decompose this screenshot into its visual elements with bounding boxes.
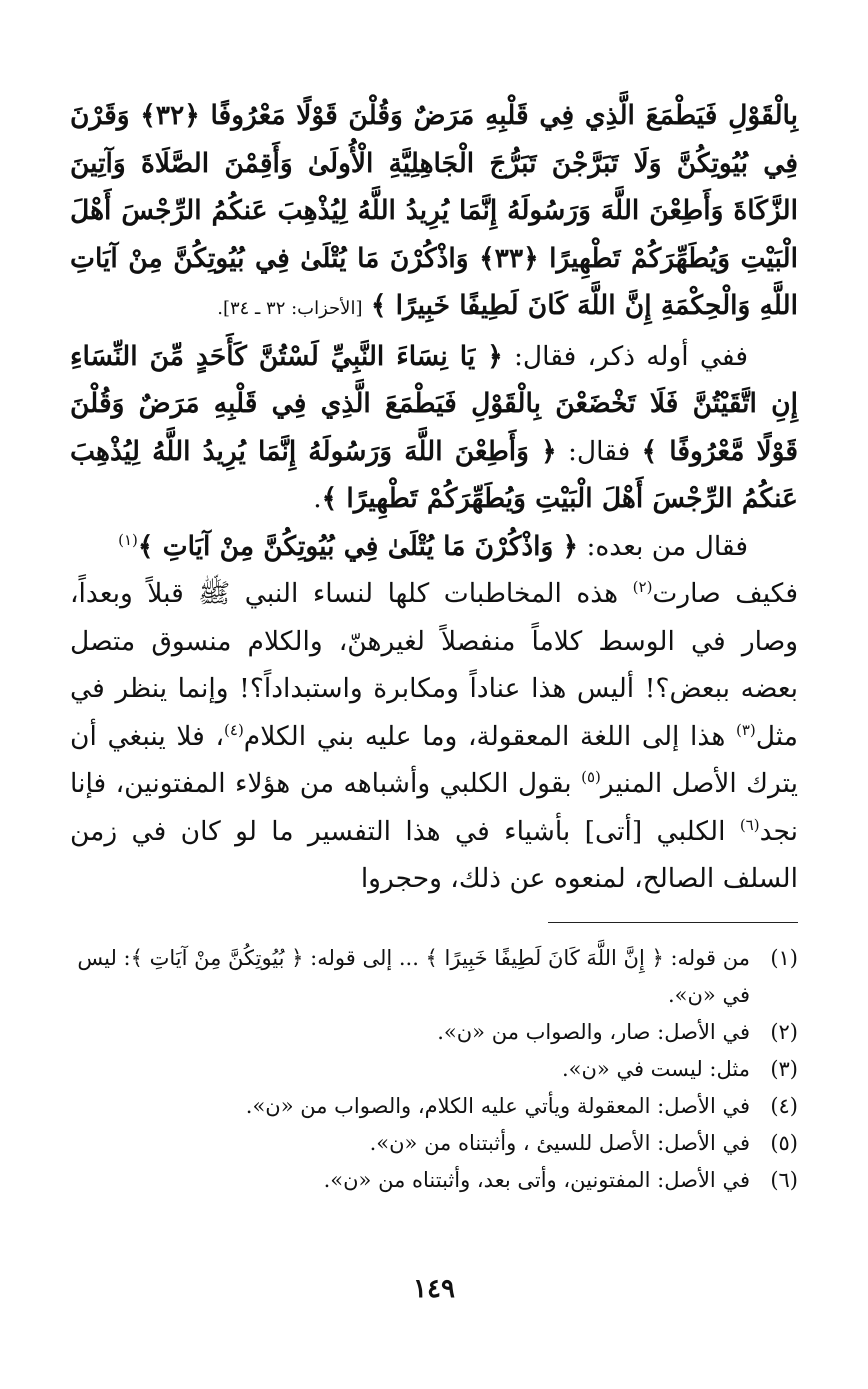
footnote-item — [70, 1162, 798, 1199]
quran-verses: بِالْقَوْلِ فَيَطْمَعَ الَّذِي فِي قَلْبِهِ مَرَضٌ وَقُلْنَ قَوْلًا مَعْرُوفًا ﴿٣٢﴾ وَقَرْنَ فِي بُيُوتِكُنَّ وَلَا تَبَرَّجْنَ تَبَرُّجَ الْجَاهِلِيَّةِ الْأُولَىٰ وَأَقِمْنَ الصَّلَاةَ وَآتِينَ الزَّكَاةَ وَأَطِعْنَ اللَّهَ وَرَسُولَهُ إِنَّمَا يُرِيدُ اللَّهُ لِيُذْهِبَ عَنكُمُ الرِّجْسَ أَهْلَ الْبَيْتِ وَيُطَهِّرَكُمْ تَطْهِيرًا ﴿٣٣﴾ وَاذْكُرْنَ مَا يُتْلَىٰ فِي بُيُوتِكُنَّ مِنْ آيَاتِ اللَّهِ وَالْحِكْمَةِ إِنَّ اللَّهَ كَانَ لَطِيفًا خَبِيرًا ﴾ — [70, 100, 798, 321]
footnote-number: (٣) — [770, 1057, 798, 1081]
footnote-number: (٦) — [770, 1168, 798, 1192]
para4-text-b: هذه المخاطبات كلها لنساء النبي ﷺ قبلاً وبعداً، وصار في الوسط كلاماً منفصلاً لغيرهنّ، والكلام منسوق متصل بعضه ببعض؟! أليس هذا عناداً ومكابرة واستبداداً؟! وإنما ينظر في مثل — [70, 578, 798, 752]
footnote-text: من قوله: ﴿ إِنَّ اللَّهَ كَانَ لَطِيفًا خَبِيرًا ﴾ ... إلى قوله: ﴿ بُيُوتِكُنَّ مِنْ آيَاتِ ﴾: ليس في «ن». — [77, 946, 750, 1007]
para4-text-d: ، فلا ينبغي أن يترك الأصل المنير — [70, 720, 798, 799]
paragraph-2 — [70, 333, 798, 523]
para4-text-f: الكلبي [أتى] بأشياء في هذا التفسير ما لو كان في زمن السلف الصالح، لمنعوه عن ذلك، وحجروا — [70, 815, 798, 894]
para4-text-e: بقول الكلبي وأشباهه من هؤلاء المفتونين، فإنا نجد — [70, 768, 798, 847]
para4-text-a: فكيف صارت — [652, 578, 798, 609]
footnote-text: في الأصل: المعقولة ويأتي عليه الكلام، والصواب من «ن». — [245, 1094, 750, 1118]
footnote-item — [70, 1125, 798, 1162]
footnote-marker-5: (٥) — [581, 768, 601, 787]
footnote-marker-4: (٤) — [224, 720, 244, 739]
footnote-text: في الأصل: صار، والصواب من «ن». — [437, 1020, 750, 1044]
para2-end: . — [313, 483, 322, 514]
para2-mid: فقال: — [567, 435, 631, 467]
para4-text-c: هذا إلى اللغة المعقولة، وما عليه بني الكلام — [243, 720, 736, 752]
footnote-marker-3: (٣) — [735, 720, 756, 739]
footnote-item — [70, 1051, 798, 1088]
footnote-number: (١) — [770, 946, 798, 970]
footnote-marker-2: (٢) — [632, 578, 653, 597]
footnote-text: مثل: ليست في «ن». — [561, 1057, 750, 1081]
footnote-marker-6: (٦) — [739, 815, 760, 834]
para2-verse-2: ﴿ وَأَطِعْنَ اللَّهَ وَرَسُولَهُ إِنَّمَا يُرِيدُ اللَّهُ لِيُذْهِبَ عَنكُمُ الرِّجْسَ أَهْلَ الْبَيْتِ وَيُطَهِّرَكُمْ تَطْهِيرًا ﴾ — [70, 435, 798, 514]
footnote-divider — [548, 922, 798, 923]
quran-reference: [الأحزاب: ٣٢ ـ ٣٤]. — [217, 298, 363, 319]
paragraph-3 — [70, 523, 798, 571]
para2-verse-1: ﴿ يَا نِسَاءَ النَّبِيِّ لَسْتُنَّ كَأَحَدٍ مِّنَ النِّسَاءِ إِنِ اتَّقَيْتُنَّ فَلَا تَخْضَعْنَ بِالْقَوْلِ فَيَطْمَعَ الَّذِي فِي قَلْبِهِ مَرَضٌ وَقُلْنَ قَوْلًا مَّعْرُوفًا ﴾ — [70, 340, 798, 467]
page-number: ١٤٩ — [413, 1274, 455, 1304]
footnote-item — [70, 1088, 798, 1125]
footnote-marker-1: (١) — [118, 530, 138, 549]
para3-verse: ﴿ وَاذْكُرْنَ مَا يُتْلَىٰ فِي بُيُوتِكُنَّ مِنْ آيَاتِ ﴾ — [137, 530, 579, 562]
quran-passage — [70, 92, 798, 333]
footnote-item — [70, 1014, 798, 1051]
para2-intro: ففي أوله ذكر، فقال: — [513, 340, 748, 372]
footnotes — [70, 940, 798, 1199]
main-text — [70, 92, 798, 903]
footnote-item — [70, 940, 798, 1014]
paragraph-4 — [70, 570, 798, 903]
footnote-number: (٥) — [770, 1131, 798, 1155]
footnote-text: في الأصل: الأصل للسيئ ، وأثبتناه من «ن». — [369, 1131, 750, 1155]
footnote-text: في الأصل: المفتونين، وأتى بعد، وأثبتناه من «ن». — [323, 1168, 750, 1192]
para3-intro: فقال من بعده: — [586, 530, 748, 562]
footnote-number: (٢) — [770, 1020, 798, 1044]
footnote-number: (٤) — [770, 1094, 798, 1118]
